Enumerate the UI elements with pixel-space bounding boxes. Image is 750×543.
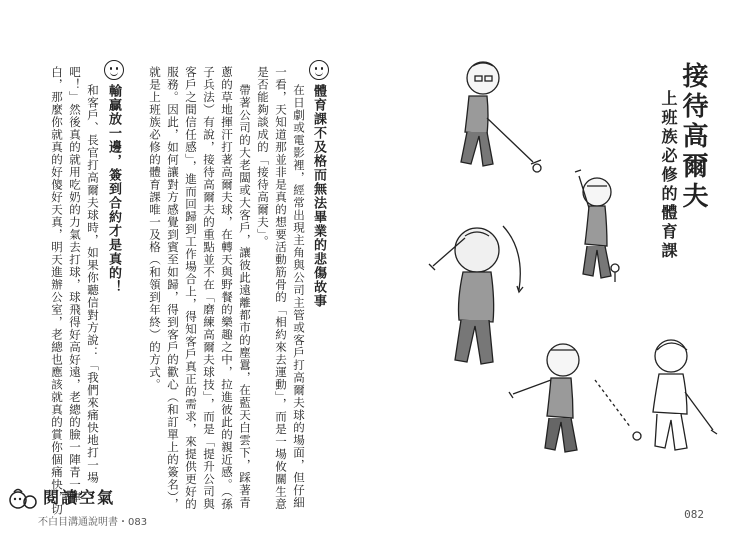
section1-line: 一看，天知道那並非是真的想要活動筋骨的「相約來去運動」，而是一場攸關生意 — [274, 66, 288, 511]
book-footer — [8, 485, 147, 530]
section1-line: 蔥的草地揮汗打著高爾夫球，在轉天與野餐的樂趣之中，拉進彼此的親近感。（孫 — [220, 66, 234, 511]
face-icon — [104, 60, 124, 80]
section1-line: 服務。因此，如何讓對方感覺到賓至如歸，得到客戶的歡心（和訂單上的簽名）， — [166, 66, 180, 511]
page-title: 接待高爾夫 — [678, 62, 708, 212]
section1-line: 客戶之間信任感」，進而回歸到工作場合上，得知客戶真正的需求，來提供更好的 — [184, 66, 198, 511]
page-number: 082 — [684, 508, 704, 521]
woman-golfer — [653, 340, 717, 450]
section1-line: 子兵法）有說，接待高爾夫的重點並不在「磨練高爾夫球技」，而是「提升公司與 — [202, 66, 216, 511]
section2-line: 吧！」然後真的就用吃奶的力氣去打球，球飛得好高好遠，老總的臉一陣青一陣 — [68, 66, 82, 504]
golfer-1 — [461, 62, 541, 172]
section1-line: 在日劇或電影裡，經常出現主角與公司主管或客戶打高爾夫球的場面，但仔細 — [292, 84, 306, 509]
section1-line: 是否能夠談成的「接待高爾夫」。 — [256, 66, 270, 248]
golfer-2 — [575, 170, 619, 282]
section1-line: 就是上班族必修的體育課唯一及格（和領到年終）的方式。 — [148, 66, 162, 391]
book-subtitle: 不白目溝通說明書・083 — [38, 517, 148, 528]
mascot-icon — [8, 486, 38, 510]
golfer-4 — [509, 344, 641, 452]
golfer-3 — [429, 226, 523, 364]
page-subtitle: 上班族必修的體育課 — [659, 90, 678, 261]
section1-heading: 體育課不及格而無法畢業的悲傷故事 — [311, 84, 326, 308]
section2-heading: 輸贏放一邊，簽到合約才是真的！ — [106, 84, 121, 294]
section2-line: 白，那麼你就真的好傻好天真，明天進辦公室，老總也應該就真的賞你個痛快，切 — [50, 66, 64, 516]
section2-line: 和客戶、長官打高爾夫球時，如果你聽信對方說：「我們來痛快地打一場 — [86, 84, 100, 484]
golfer-illustration — [375, 0, 750, 543]
section1-line: 帶著公司的大老闆或大客戶，讓彼此遠離都市的塵囂，在藍天白雲下，踩著青 — [238, 84, 252, 509]
face-icon — [309, 60, 329, 80]
book-title: 閱讀空氣 — [43, 487, 116, 507]
